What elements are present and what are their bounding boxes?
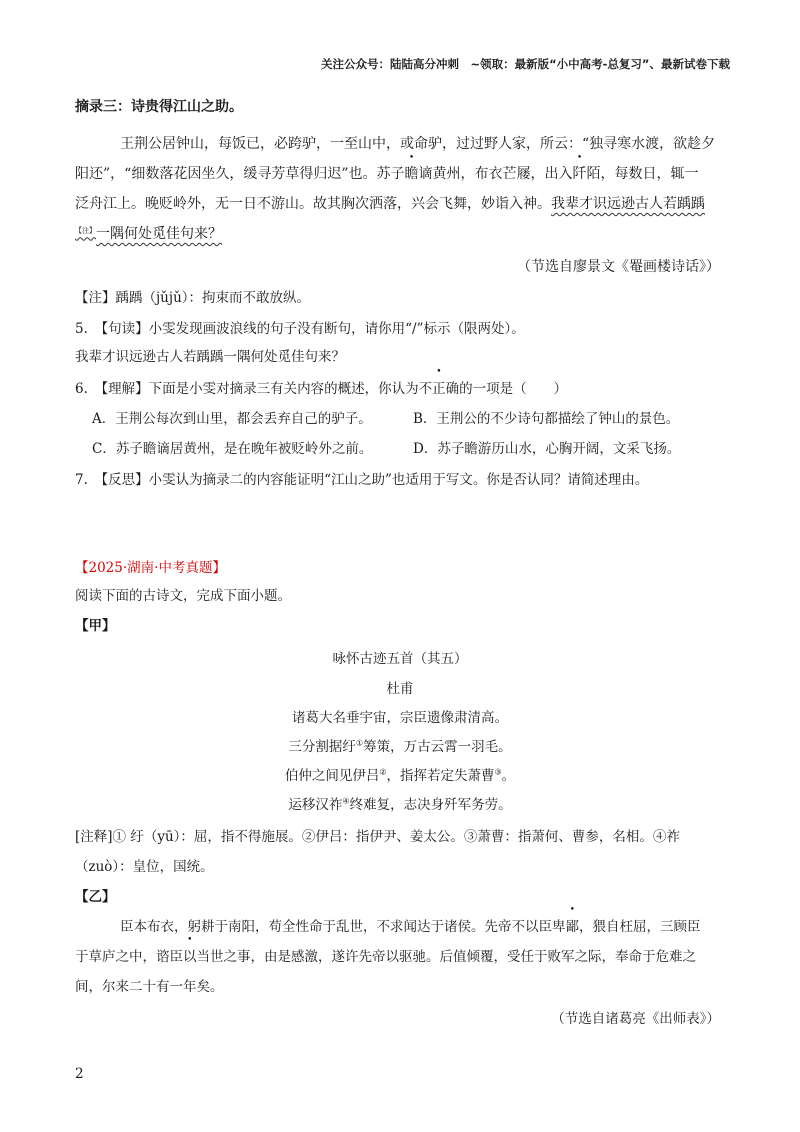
yi-line2 bbox=[75, 945, 696, 965]
question-5: 5. 【句读】小雯发现画波浪线的句子没有断句，请你用“/”标示（限两处）。 bbox=[75, 321, 525, 337]
excerpt3-source: （节选自廖景文《罨画楼诗话》） bbox=[517, 259, 720, 275]
poem-line-3 bbox=[0, 764, 800, 784]
note-mark: 【注】 bbox=[75, 226, 96, 235]
text: 筹策，万古云霄一羽毛。 bbox=[363, 739, 512, 755]
page-header: 关注公众号：陆陆高分冲刺 ~领取：最新版“小中高考-总复习”、最新试卷下载 bbox=[320, 57, 730, 71]
text: ，猥自枉屈，三顾臣 bbox=[579, 919, 701, 935]
emphasis-char: 阡 bbox=[572, 166, 587, 182]
note-ref: ④ bbox=[342, 796, 350, 806]
note-ref: ③ bbox=[494, 767, 502, 777]
option-a: A．王荆公每次到山里，都会丢弃自己的驴子。 bbox=[92, 411, 372, 427]
option-d: D．苏子瞻游历山水，心胸开阔，文采飞扬。 bbox=[413, 441, 681, 457]
text: 陌，每数日，辄一 bbox=[586, 166, 699, 182]
text: 阳还”，“细数落花因坐久，缓寻芳草得归迟”也。苏子 bbox=[75, 166, 405, 182]
page-number: 2 bbox=[75, 1066, 84, 1082]
poem-notes-line1: [注释]① 纡（yū）：屈，指不得施展。②伊吕：指伊尹、姜太公。③萧曹：指萧何、曹参，名相。④祚 bbox=[75, 829, 680, 845]
yi-line1 bbox=[120, 915, 701, 935]
note-ref: ① bbox=[355, 738, 364, 748]
text: 当世之事，由是感激，遂许先帝以驱驰。后值倾覆，受任于败军之际，奉命于危难之 bbox=[196, 949, 696, 965]
text: 臣本布衣，躬耕于南阳，苟全性命于乱世，不求闻达于诸侯。先帝不以臣卑 bbox=[120, 919, 566, 935]
wavy-sentence: 我辈才识远逊古人若踽踽 bbox=[551, 196, 705, 212]
text: 。 bbox=[501, 768, 516, 784]
wavy-sentence: 一隅何处觅佳句来？ bbox=[96, 226, 222, 242]
excerpt3-note: 【注】踽踽（jǔjǔ）：拘束而不敢放纵。 bbox=[75, 290, 311, 306]
text: 泛舟江上。晚贬岭外，无一日不游山。故其胸次洒落，兴会飞舞，妙诣入神。 bbox=[75, 196, 551, 212]
note-ref: ② bbox=[379, 767, 387, 777]
yi-source: （节选自诸葛亮《出师表》） bbox=[551, 1011, 720, 1027]
text: ，指挥若定失萧曹 bbox=[386, 768, 495, 784]
text: 谪黄州，布衣芒屦，出入 bbox=[418, 166, 573, 182]
section-yi: 【乙】 bbox=[75, 889, 116, 905]
yi-line3: 间，尔来二十有一年矣。 bbox=[75, 979, 224, 995]
text: 运移汉祚 bbox=[288, 797, 343, 813]
poem-author: 杜甫 bbox=[386, 681, 414, 697]
excerpt3-line4 bbox=[75, 223, 222, 243]
emphasis-char: 鄙 bbox=[565, 919, 579, 935]
emphasis-text: 不正确 bbox=[418, 381, 460, 397]
emphasis-char: 以 bbox=[183, 949, 197, 965]
option-c: C．苏子瞻谪居黄州，是在晚年被贬岭外之前。 bbox=[92, 441, 373, 457]
section-jia: 【甲】 bbox=[75, 618, 116, 634]
poem-line-2 bbox=[0, 735, 800, 755]
emphasis-char: 瞻 bbox=[404, 166, 419, 182]
text: 终难复，志决身歼军务劳。 bbox=[349, 797, 512, 813]
poem-notes-line2: （zuò）：皇位，国统。 bbox=[75, 859, 214, 875]
question-7: 7. 【反思】小雯认为摘录二的内容能证明“江山之助”也适用于写文。你是否认同？请简述理由。 bbox=[75, 472, 649, 488]
question-5-sentence: 我辈才识远逊古人若踽踽一隅何处觅佳句来？ bbox=[75, 349, 345, 365]
excerpt3-title: 摘录三：诗贵得江山之助。 bbox=[75, 99, 243, 115]
excerpt3-line2 bbox=[75, 163, 698, 183]
excerpt3-line3 bbox=[75, 193, 705, 213]
text: 三分割据纡 bbox=[288, 739, 356, 755]
text: 6. 【理解】下面是小雯对摘录三有关内容的概述，你认为 bbox=[75, 381, 419, 397]
text: 于草庐之中，谘臣 bbox=[75, 949, 183, 965]
poem-line-1: 诸葛大名垂宇宙，宗臣遗像肃清高。 bbox=[292, 710, 508, 726]
poem-title: 咏怀古迹五首（其五） bbox=[332, 651, 468, 667]
exam-tag: 【2025·湖南·中考真题】 bbox=[75, 560, 226, 576]
option-b: B．王荆公的不少诗句都描绘了钟山的景色。 bbox=[413, 411, 680, 427]
exam-instruction: 阅读下面的古诗文，完成下面小题。 bbox=[75, 588, 291, 604]
excerpt3-line1: 王荆公居钟山，每饭已，必跨驴，一至山中，或命驴，过过野人家，所云：“独寻寒水渡，欲趁夕 bbox=[120, 136, 716, 152]
question-6 bbox=[75, 377, 567, 397]
text: 的一项是（ ） bbox=[459, 381, 568, 397]
poem-line-4 bbox=[0, 793, 800, 813]
text: 伯仲之间见伊吕 bbox=[284, 768, 380, 784]
